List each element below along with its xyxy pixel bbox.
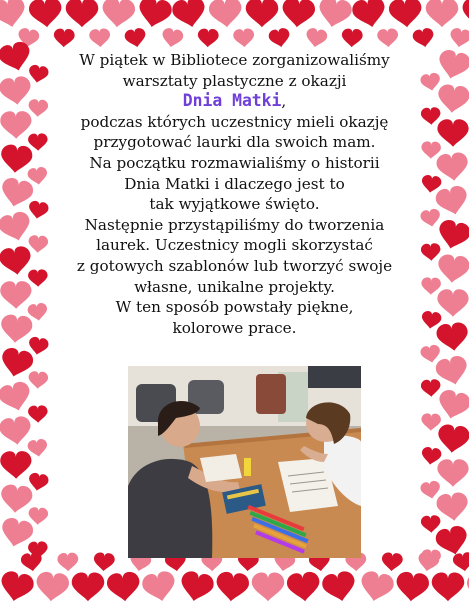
heart-decoration xyxy=(435,491,469,522)
heart-decoration xyxy=(28,235,49,254)
heart-decoration xyxy=(437,289,468,317)
heart-decoration xyxy=(381,552,403,572)
heart-decoration xyxy=(170,0,208,30)
event-name-highlight: Dnia Matki xyxy=(182,91,282,111)
heart-decoration xyxy=(421,413,441,431)
heart-decoration xyxy=(66,0,99,27)
heart-decoration xyxy=(0,484,33,515)
heart-decoration xyxy=(420,446,442,466)
heart-decoration xyxy=(268,27,292,49)
heart-decoration xyxy=(93,552,115,572)
heart-decoration xyxy=(435,321,469,352)
heart-decoration xyxy=(140,570,178,605)
heart-decoration xyxy=(28,269,48,287)
heart-decoration xyxy=(437,459,468,487)
heart-decoration xyxy=(0,111,32,139)
text-line-12: własne, unikalne projekty. xyxy=(134,277,335,296)
heart-decoration xyxy=(0,281,32,309)
heart-decoration xyxy=(0,451,32,479)
heart-decoration xyxy=(320,570,358,605)
heart-decoration xyxy=(358,570,396,605)
text-line-10: laurek. Uczestnicy mogli skorzystać xyxy=(96,236,373,255)
heart-decoration xyxy=(161,27,185,49)
heart-decoration xyxy=(28,133,48,151)
heart-decoration xyxy=(27,302,49,322)
announcement-text xyxy=(48,50,421,338)
heart-decoration xyxy=(432,573,465,602)
heart-decoration xyxy=(215,571,250,603)
heart-decoration xyxy=(72,573,105,602)
heart-decoration xyxy=(0,415,33,447)
heart-decoration xyxy=(246,0,279,27)
heart-decoration xyxy=(420,174,442,194)
heart-decoration xyxy=(0,210,34,245)
heart-decoration xyxy=(35,571,70,603)
heart-decoration xyxy=(136,0,174,30)
heart-decoration xyxy=(233,28,255,48)
text-line-4: podczas których uczestnicy mieli okazję xyxy=(80,112,389,131)
heart-decoration xyxy=(27,472,49,492)
text-line-6: Na początku rozmawialiśmy o historii xyxy=(89,153,380,172)
heart-decoration xyxy=(435,218,469,252)
text-line-5: przygotować laurki dla swoich mam. xyxy=(93,133,376,152)
heart-decoration xyxy=(452,551,469,572)
heart-decoration xyxy=(0,314,33,345)
heart-decoration xyxy=(436,423,469,454)
heart-decoration xyxy=(0,570,36,605)
heart-decoration xyxy=(461,0,469,29)
heart-decoration xyxy=(420,208,442,228)
heart-decoration xyxy=(421,141,441,159)
heart-decoration xyxy=(53,28,75,47)
heart-decoration xyxy=(437,119,468,147)
comma: , xyxy=(281,92,287,111)
text-line-3 xyxy=(48,91,421,112)
heart-decoration xyxy=(435,151,469,182)
text-line-7: Dnia Matki i dlaczego jest to xyxy=(124,174,345,193)
heart-decoration xyxy=(421,107,442,126)
heart-decoration xyxy=(0,75,33,107)
heart-decoration xyxy=(435,48,469,82)
heart-decoration xyxy=(421,277,441,295)
heart-decoration xyxy=(341,28,363,47)
heart-decoration xyxy=(27,336,49,356)
heart-decoration xyxy=(28,507,49,526)
text-line-11: z gotowych szablonów lub tworzyć swoje xyxy=(76,256,393,275)
heart-decoration xyxy=(178,570,216,605)
heart-decoration xyxy=(57,552,78,571)
heart-decoration xyxy=(281,0,316,29)
heart-decoration xyxy=(420,310,442,330)
heart-decoration xyxy=(252,573,285,602)
heart-decoration xyxy=(0,245,33,277)
text-line-1: W piątek w Bibliotece zorganizowaliśmy xyxy=(79,51,390,69)
heart-decoration xyxy=(27,166,49,186)
heart-decoration xyxy=(0,144,33,175)
heart-decoration xyxy=(305,27,329,49)
heart-decoration xyxy=(28,405,48,423)
heart-decoration xyxy=(106,571,141,603)
heart-decoration xyxy=(101,0,136,29)
heart-decoration xyxy=(449,27,469,49)
heart-decoration xyxy=(27,438,49,458)
heart-decoration xyxy=(420,480,442,500)
heart-decoration xyxy=(412,27,436,49)
heart-decoration xyxy=(28,99,49,118)
heart-decoration xyxy=(316,0,354,30)
heart-decoration xyxy=(208,0,243,29)
heart-decoration xyxy=(197,28,219,47)
heart-decoration xyxy=(420,344,442,364)
heart-decoration xyxy=(436,83,469,114)
workshop-photo xyxy=(128,366,361,558)
heart-decoration xyxy=(0,0,28,30)
heart-decoration xyxy=(28,371,49,390)
heart-decoration xyxy=(89,28,111,48)
text-line-13: W ten sposób powstały piękne, xyxy=(115,298,354,317)
heart-decoration xyxy=(436,253,469,284)
heart-decoration xyxy=(350,0,388,30)
heart-decoration xyxy=(388,0,423,29)
heart-decoration xyxy=(421,515,442,534)
heart-decoration xyxy=(426,0,459,27)
heart-decoration xyxy=(286,571,321,603)
heart-decoration xyxy=(421,379,442,398)
heart-decoration xyxy=(27,64,49,84)
heart-decoration xyxy=(420,72,442,92)
text-line-8: tak wyjątkowe święto. xyxy=(149,195,320,214)
heart-decoration xyxy=(27,200,49,220)
heart-decoration xyxy=(395,571,430,603)
text-line-14: kolorowe prace. xyxy=(172,318,297,337)
heart-decoration xyxy=(377,28,399,48)
heart-decoration xyxy=(421,243,442,262)
heart-decoration xyxy=(124,27,148,49)
text-line-9: Następnie przystąpiliśmy do tworzenia xyxy=(84,215,385,234)
heart-decoration xyxy=(28,0,63,29)
text-line-2: warsztaty plastyczne z okazji xyxy=(122,71,347,90)
